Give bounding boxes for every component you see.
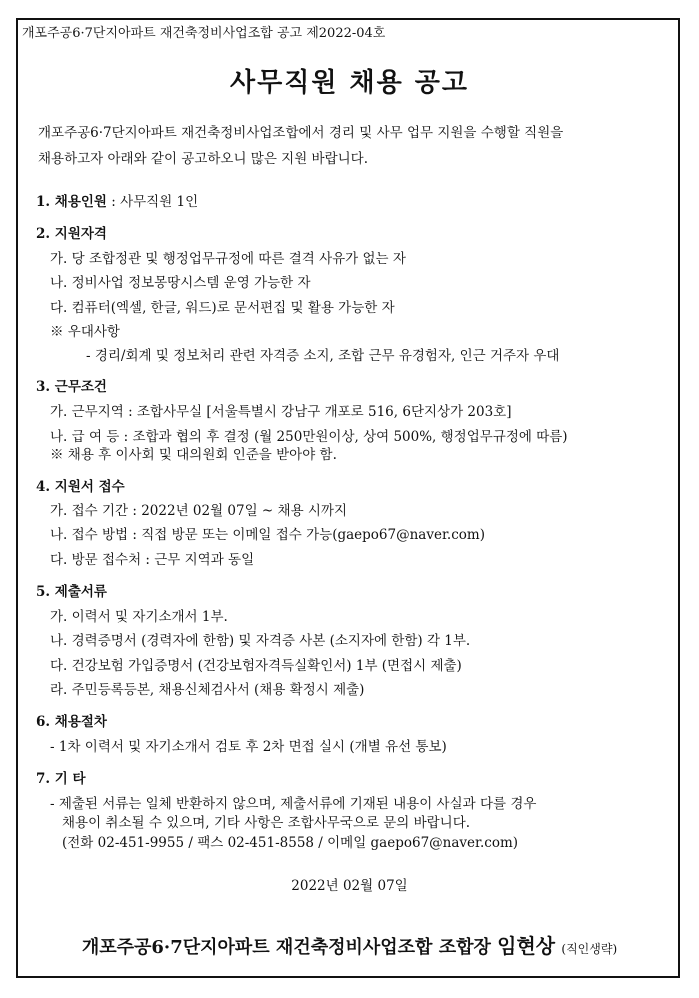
procedure-item: - 1차 이력서 및 자기소개서 검토 후 2차 면접 실시 (개별 유선 통보) xyxy=(50,739,447,755)
qualification-item: 가. 당 조합정관 및 행정업무규정에 따른 결격 사유가 없는 자 xyxy=(50,251,406,267)
section-heading-other: 7. 기 타 xyxy=(36,771,86,787)
section-value: : 사무직원 1인 xyxy=(106,194,199,210)
qualification-item: 다. 컴퓨터(엑셀, 한글, 워드)로 문서편집 및 활용 가능한 자 xyxy=(50,300,395,316)
working-condition-item: 가. 근무지역 : 조합사무실 [서울특별시 강남구 개포로 516, 6단지상가 203호] xyxy=(50,404,512,420)
section-heading-procedure: 6. 채용절차 xyxy=(36,714,107,730)
other-item: - 제출된 서류는 일체 반환하지 않으며, 제출서류에 기재된 내용이 사실과 다를 경우 xyxy=(50,796,537,812)
document-item: 라. 주민등록등본, 채용신체검사서 (채용 확정시 제출) xyxy=(50,682,365,698)
notice-number: 개포주공6·7단지아파트 재건축정비사업조합 공고 제2022-04호 xyxy=(22,26,386,41)
section-heading: 1. 채용인원 xyxy=(36,194,107,210)
notice-date: 2022년 02월 07일 xyxy=(291,878,408,894)
representative-name: 임현상 xyxy=(497,934,556,958)
application-item: 가. 접수 기간 : 2022년 02월 07일 ~ 채용 시까지 xyxy=(50,503,348,519)
preference-label: ※ 우대사항 xyxy=(50,324,120,340)
seal-note: (직인생략) xyxy=(561,942,618,956)
preference-item: - 경리/회계 및 정보처리 관련 자격증 소지, 조합 근무 유경험자, 인근 거주자 우대 xyxy=(86,348,560,364)
contact-info: (전화 02-451-9955 / 팩스 02-451-8558 / 이메일 gaepo67@naver.com) xyxy=(62,835,519,851)
section-heading-working-conditions: 3. 근무조건 xyxy=(36,379,107,395)
other-item: 채용이 취소될 수 있으며, 기타 사항은 조합사무국으로 문의 바랍니다. xyxy=(62,815,471,831)
page-title: 사무직원 채용 공고 xyxy=(229,68,470,98)
document-item: 가. 이력서 및 자기소개서 1부. xyxy=(50,609,228,625)
intro-line: 채용하고자 아래와 같이 공고하오니 많은 지원 바랍니다. xyxy=(38,151,368,167)
document-item: 다. 건강보험 가입증명서 (건강보험자격득실확인서) 1부 (면접시 제출) xyxy=(50,658,462,674)
document-item: 나. 경력증명서 (경력자에 한함) 및 자격증 사본 (소지자에 한함) 각 1부. xyxy=(50,633,471,649)
signature-line xyxy=(0,930,699,959)
application-item: 다. 방문 접수처 : 근무 지역과 동일 xyxy=(50,552,255,568)
intro-paragraph xyxy=(38,120,668,172)
organization-name: 개포주공6·7단지아파트 재건축정비사업조합 조합장 xyxy=(81,937,491,958)
section-heading-qualifications: 2. 지원자격 xyxy=(36,226,107,242)
section-heading-application: 4. 지원서 접수 xyxy=(36,479,125,495)
application-item: 나. 접수 방법 : 직접 방문 또는 이메일 접수 가능(gaepo67@naver.com) xyxy=(50,527,485,543)
working-condition-note: ※ 채용 후 이사회 및 대의원회 인준을 받아야 함. xyxy=(50,447,337,463)
section-heading-documents: 5. 제출서류 xyxy=(36,584,107,600)
intro-line: 개포주공6·7단지아파트 재건축정비사업조합에서 경리 및 사무 업무 지원을 수행할 직원을 xyxy=(38,125,564,141)
section-recruitment-count xyxy=(36,190,198,210)
working-condition-item: 나. 급 여 등 : 조합과 협의 후 결정 (월 250만원이상, 상여 500%, 행정업무규정에 따름) xyxy=(50,429,568,445)
qualification-item: 나. 정비사업 정보몽땅시스템 운영 가능한 자 xyxy=(50,275,311,291)
